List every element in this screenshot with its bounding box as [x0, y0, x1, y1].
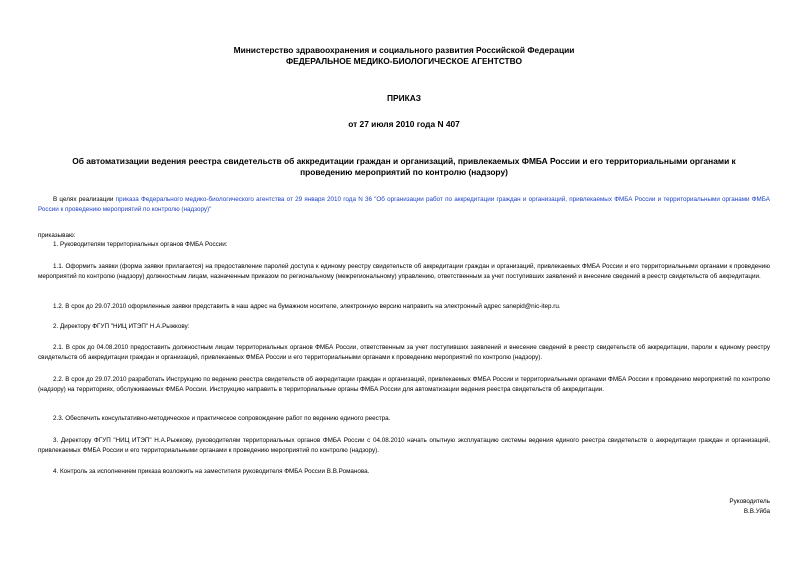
document-date: от 27 июля 2010 года N 407 — [348, 119, 460, 129]
clause-4: 4. Контроль за исполнением приказа возложить на заместителя руководителя ФМБА России В.В.Романова. — [53, 468, 370, 475]
clause-2: 2. Директору ФГУП "НИЦ ИТЭП" Н.А.Рыжкову: — [53, 323, 190, 330]
document-title: Об автоматизации ведения реестра свидетельств об аккредитации граждан и организаций, привлекаемых ФМБА России и его территориальными органами к проведению мероприятий по контролю (надзору) — [72, 156, 736, 177]
clause-1: 1. Руководителям территориальных органов ФМБА России: — [53, 241, 228, 248]
agency-name: ФЕДЕРАЛЬНОЕ МЕДИКО-БИОЛОГИЧЕСКОЕ АГЕНТСТВО — [285, 56, 523, 66]
ministry-name: Министерство здравоохранения и социального развития Российской Федерации — [233, 45, 575, 55]
signatory-role: Руководитель — [729, 498, 770, 505]
intro-prefix: В целях реализации — [53, 196, 116, 203]
clause-1-2: 1.2. В срок до 29.07.2010 оформленные заявки представить в наш адрес на бумажном носителе, электронную версию направить на электронный адрес sanepid@nic-itep.ru. — [53, 303, 561, 310]
intro-paragraph — [38, 195, 770, 215]
order-word: приказываю: — [38, 232, 76, 239]
order-36-link[interactable]: приказа Федерального медико-биологического агентства от 29 января 2010 года N 36 "Об организации работ по аккредитации граждан и организаций, привлекаемых ФМБА России и территориальными органами ФМБА России к проведению мероприятий по контролю (надзору)" — [38, 196, 770, 214]
clause-2-1: 2.1. В срок до 04.08.2010 предоставить должностным лицам территориальных органов ФМБА России, ответственным за учет поступивших заявлений и внесение сведений в реестр свидетельств об аккредитации, пароли к единому реестру свидетельств об аккредитации граждан и организаций, привлекаемых ФМБА России и его территориальными органами к проведению мероприятий по контролю (надзору). — [38, 344, 770, 362]
clause-3: 3. Директору ФГУП "НИЦ ИТЭП" Н.А.Рыжкову, руководителям территориальных органов ФМБА России с 04.08.2010 начать опытную эксплуатацию системы ведения единого реестра свидетельств о аккредитации граждан и организаций, привлекаемых ФМБА России и его территориальными органами к проведению мероприятий по контролю (надзору). — [38, 437, 770, 455]
clause-1-1: 1.1. Оформить заявки (форма заявки прилагается) на предоставление паролей доступа к единому реестру свидетельств об аккредитации граждан и организаций, привлекаемых ФМБА России и его территориальными органами к проведению мероприятий по контролю (надзору) должностным лицам, назначенным приказом по региональному (межрегиональному) управлению, ответственным за учет поступивших заявлений и внесение сведений в реестр свидетельств об аккредитации. — [38, 263, 770, 281]
clause-2-2: 2.2. В срок до 29.07.2010 разработать Инструкцию по ведению реестра свидетельств об аккредитации граждан и организаций, привлекаемых ФМБА России и территориальными органами ФМБА России к проведению мероприятий по контролю (надзору) на территориях, обслуживаемых ФМБА России. Инструкцию направить в территориальные органы ФМБА России для автоматизации ведения реестра свидетельств об аккредитации. — [38, 376, 770, 394]
clause-2-3: 2.3. Обеспечить консультативно-методическое и практическое сопровождение работ по ведению единого реестра. — [53, 415, 391, 422]
document-type: ПРИКАЗ — [386, 93, 422, 103]
signatory-name: В.В.Уйба — [743, 508, 770, 515]
